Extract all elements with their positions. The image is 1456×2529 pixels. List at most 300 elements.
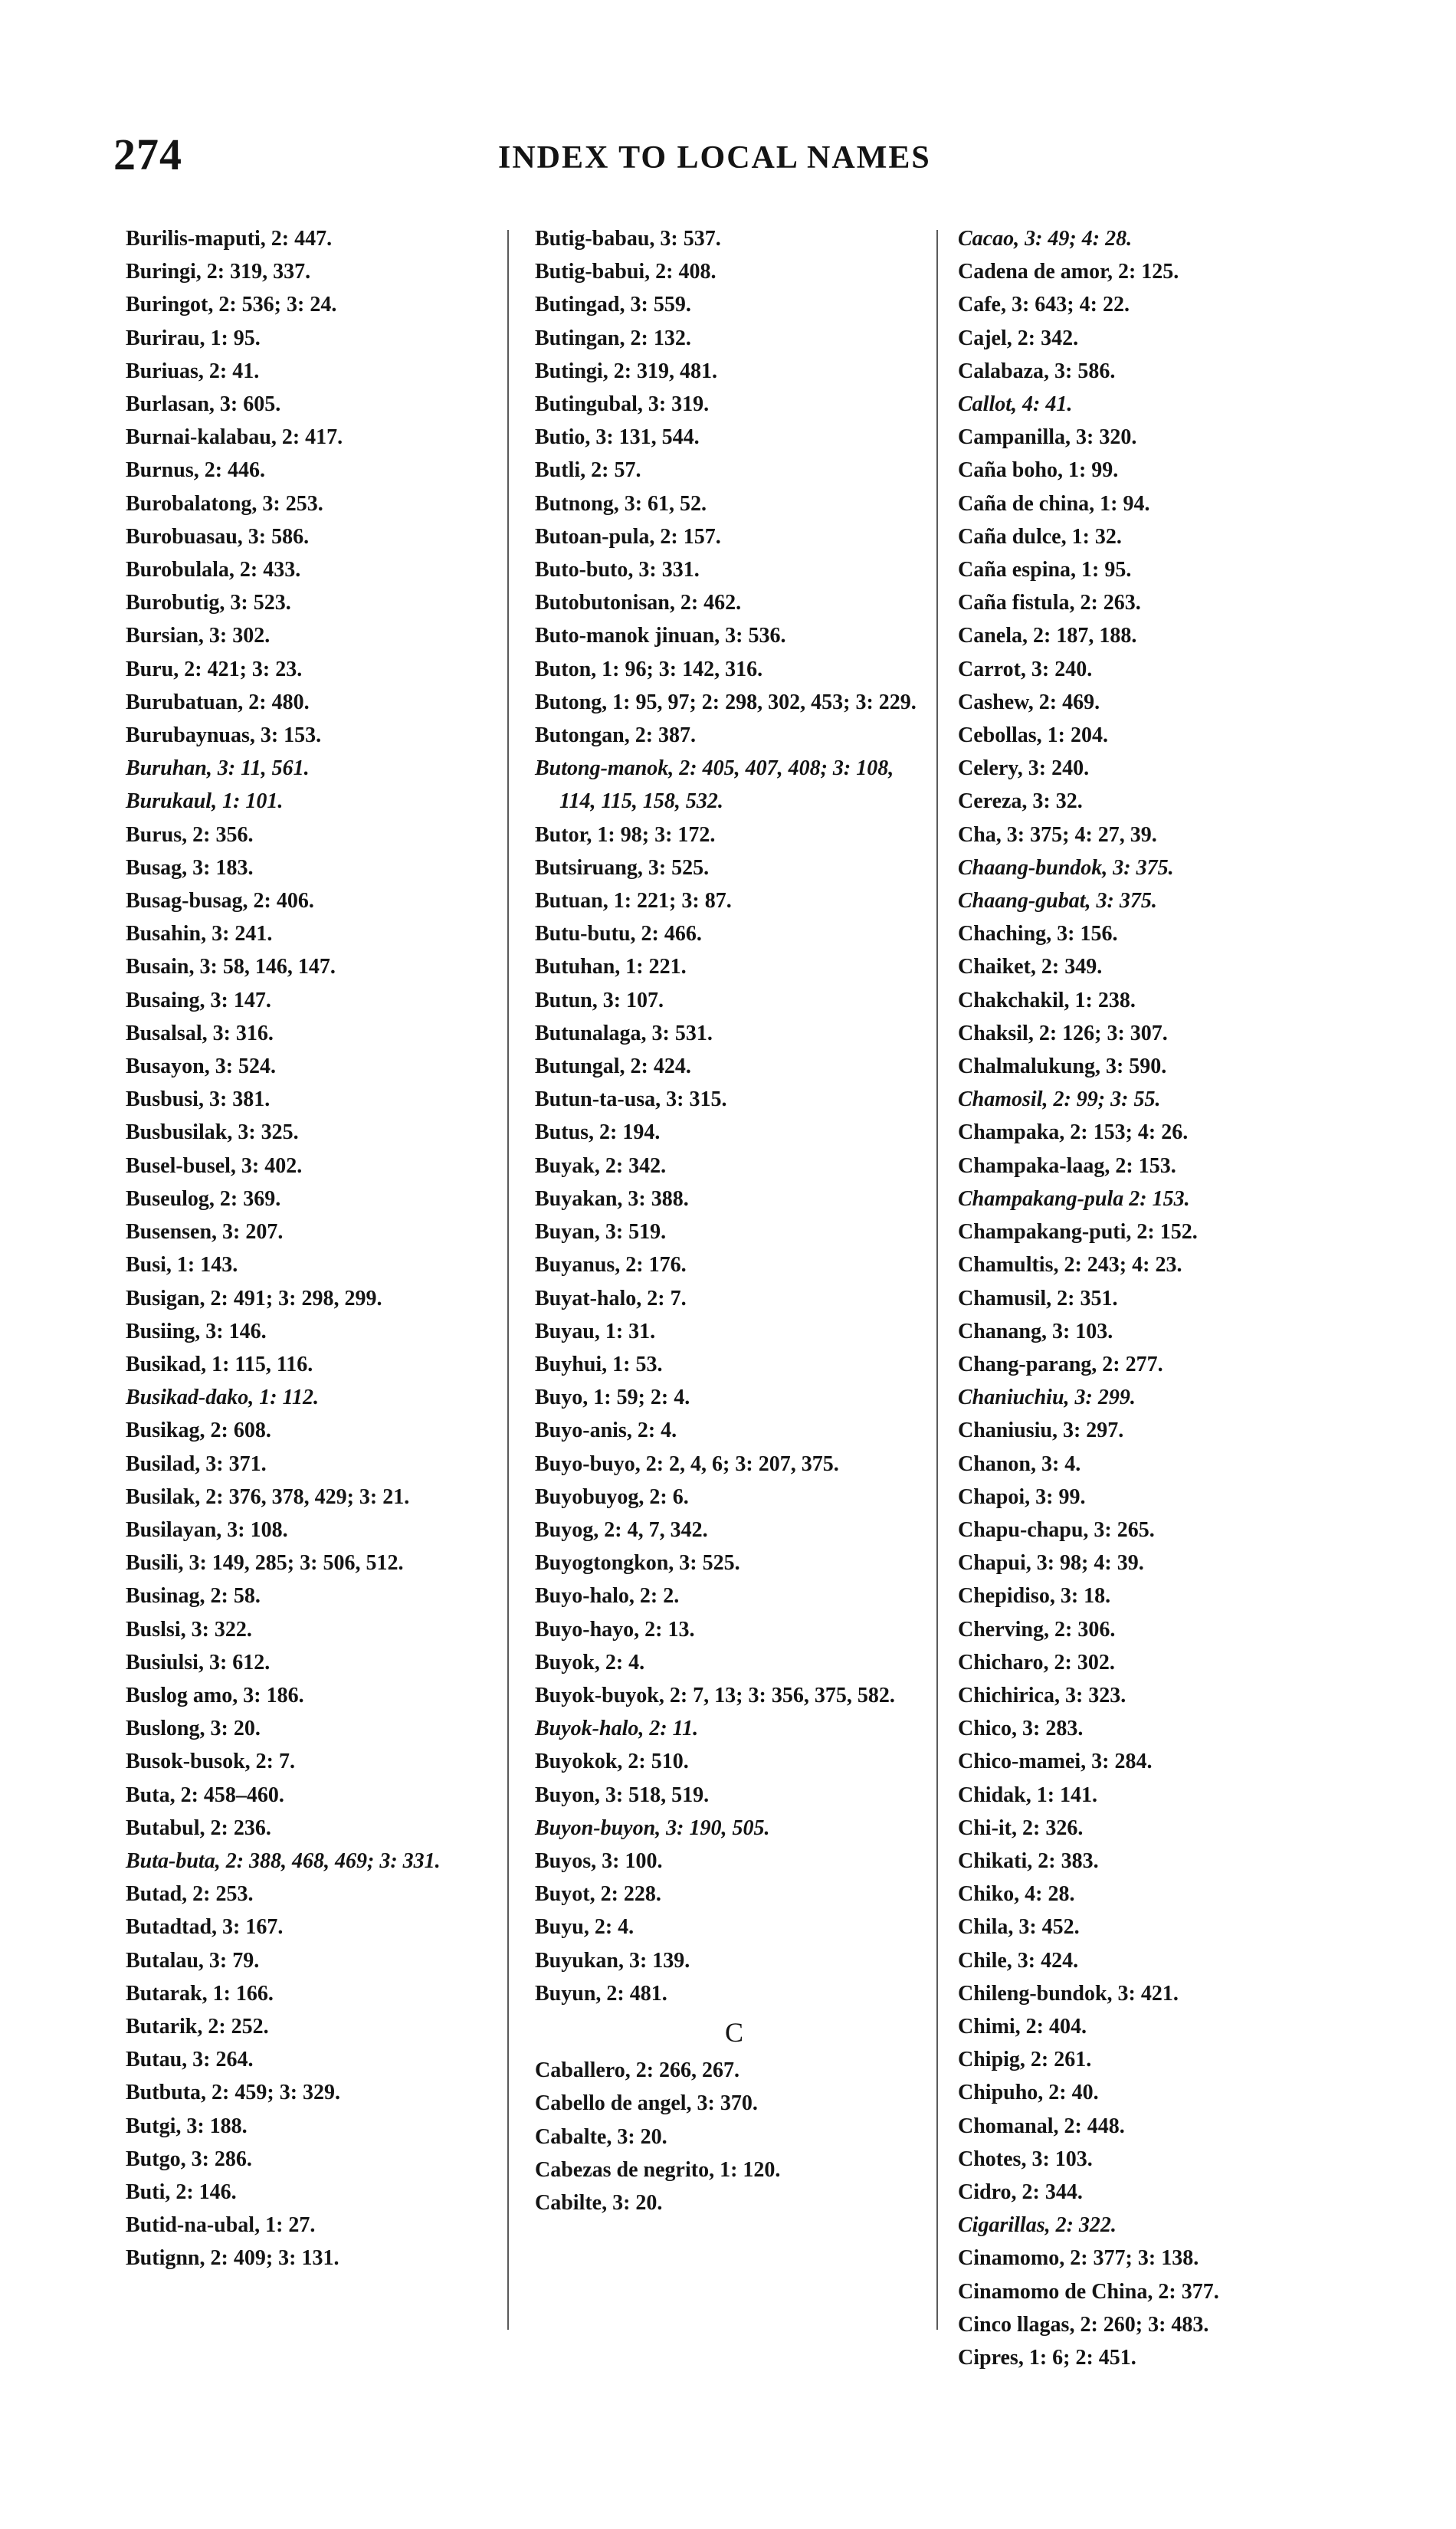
index-entry (958, 255, 1387, 288)
entry-text: Cherving, 2: 306. (958, 1617, 1116, 1642)
index-entry (535, 1348, 933, 1381)
index-entry (535, 1745, 933, 1778)
entry-text: Busiing, 3: 146. (126, 1319, 267, 1343)
entry-text: Buyo-halo, 2: 2. (535, 1584, 680, 1609)
index-entry (126, 1116, 486, 1149)
entry-text: Butor, 1: 98; 3: 172. (535, 822, 716, 847)
index-entry (126, 2143, 486, 2176)
index-entry (958, 1977, 1387, 2010)
index-entry (126, 421, 486, 454)
index-entry (535, 1514, 933, 1547)
index-entry (126, 1911, 486, 1943)
index-entry (126, 2176, 486, 2209)
index-entry (958, 1448, 1387, 1481)
index-entry (126, 1944, 486, 1977)
index-entry (126, 255, 486, 288)
index-entry (958, 1282, 1387, 1315)
entry-text: Buyhui, 1: 53. (535, 1352, 663, 1376)
index-entry (126, 1613, 486, 1646)
index-entry (535, 288, 933, 321)
entry-text: Busensen, 3: 207. (126, 1220, 284, 1245)
entry-text: Buyan, 3: 519. (535, 1220, 667, 1245)
index-entry (958, 2010, 1387, 2043)
entry-text: Butoan-pula, 2: 157. (535, 524, 721, 549)
entry-text: Cabilte, 3: 20. (535, 2190, 663, 2215)
index-entry (535, 1812, 933, 1845)
index-entry (958, 818, 1387, 851)
index-entry (126, 1315, 486, 1348)
entry-text: Busain, 3: 58, 146, 147. (126, 955, 336, 979)
entry-text: Cereza, 3: 32. (958, 789, 1083, 814)
entry-text: Butignn, 2: 409; 3: 131. (126, 2246, 339, 2271)
index-entry (126, 2110, 486, 2143)
index-entry (958, 1248, 1387, 1281)
entry-text: Chaiket, 2: 349. (958, 955, 1103, 979)
entry-text: Chang-parang, 2: 277. (958, 1352, 1163, 1376)
entry-text: Caña espina, 1: 95. (958, 558, 1132, 582)
index-entry (126, 619, 486, 652)
entry-text: Celery, 3: 240. (958, 756, 1090, 781)
index-entry (958, 1215, 1387, 1248)
index-entry (126, 1745, 486, 1778)
entry-text: Buyukan, 3: 139. (535, 1948, 690, 1973)
entry-text: Buyo, 1: 59; 2: 4. (535, 1386, 690, 1410)
index-column-3 (958, 222, 1387, 2374)
entry-text: Carrot, 3: 240. (958, 657, 1093, 681)
index-entry (535, 222, 933, 255)
index-entry (126, 1083, 486, 1116)
entry-text: Chapoi, 3: 99. (958, 1484, 1086, 1509)
entry-text: Butadtad, 3: 167. (126, 1915, 284, 1940)
entry-text: Chila, 3: 452. (958, 1915, 1080, 1940)
index-entry (958, 1812, 1387, 1845)
entry-text: Chidak, 1: 141. (958, 1783, 1098, 1807)
index-entry (535, 1315, 933, 1348)
index-entry (958, 553, 1387, 586)
index-entry (958, 1050, 1387, 1083)
entry-text: Burnus, 2: 446. (126, 458, 266, 483)
entry-text: Chakchakil, 1: 238. (958, 988, 1136, 1012)
entry-text: Burilis-maputi, 2: 447. (126, 227, 333, 251)
index-entry (126, 653, 486, 686)
index-entry (126, 1381, 486, 1414)
index-entry (535, 1613, 933, 1646)
index-entry (535, 355, 933, 388)
entry-text: Caña de china, 1: 94. (958, 491, 1150, 516)
entry-text: Butun-ta-usa, 3: 315. (535, 1087, 727, 1112)
entry-text: Campanilla, 3: 320. (958, 425, 1137, 450)
index-entry (535, 553, 933, 586)
index-entry (958, 586, 1387, 619)
index-entry (958, 653, 1387, 686)
index-entry (535, 1215, 933, 1248)
entry-text: Buyog, 2: 4, 7, 342. (535, 1517, 708, 1542)
index-entry (535, 1248, 933, 1281)
entry-text: Butobutonisan, 2: 462. (535, 591, 742, 615)
index-entry (535, 884, 933, 917)
index-entry (535, 1646, 933, 1679)
index-entry (535, 1282, 933, 1315)
index-entry (126, 1215, 486, 1248)
index-entry (126, 1017, 486, 1050)
index-entry (535, 1977, 933, 2010)
index-entry (126, 1282, 486, 1315)
entry-text: Buyanus, 2: 176. (535, 1253, 687, 1278)
entry-text: Butnong, 3: 61, 52. (535, 491, 707, 516)
entry-text: Buyokok, 2: 510. (535, 1750, 689, 1774)
entry-text: Chanon, 3: 4. (958, 1451, 1081, 1476)
entry-text: Butli, 2: 57. (535, 458, 641, 483)
entry-text: Butsiruang, 3: 525. (535, 855, 710, 880)
entry-text: Busilayan, 3: 108. (126, 1517, 288, 1542)
entry-text: Chamosil, 2: 99; 3: 55. (958, 1087, 1161, 1112)
index-entry (958, 1414, 1387, 1447)
index-entry (535, 653, 933, 686)
entry-text: Butarak, 1: 166. (126, 1981, 274, 2006)
index-entry (535, 2087, 933, 2120)
entry-text: Buto-buto, 3: 331. (535, 558, 700, 582)
entry-text: Cajel, 2: 342. (958, 326, 1079, 350)
entry-text: Cinamomo de China, 2: 377. (958, 2279, 1219, 2304)
index-entry (126, 1150, 486, 1182)
index-entry (958, 851, 1387, 884)
index-entry (535, 586, 933, 619)
index-entry (126, 1514, 486, 1547)
entry-text: Bursian, 3: 302. (126, 624, 271, 648)
entry-text: Busok-busok, 2: 7. (126, 1750, 295, 1774)
index-entry (535, 1579, 933, 1612)
index-entry (958, 2110, 1387, 2143)
entry-text: Burubatuan, 2: 480. (126, 690, 310, 714)
entry-text: Buyogtongkon, 3: 525. (535, 1551, 740, 1576)
entry-text: Callot, 4: 41. (958, 392, 1073, 417)
entry-text: Butabul, 2: 236. (126, 1816, 271, 1840)
index-entry (535, 2054, 933, 2087)
entry-text: Chanang, 3: 103. (958, 1319, 1113, 1343)
entry-text: Buyo-anis, 2: 4. (535, 1419, 677, 1443)
index-entry (958, 1315, 1387, 1348)
index-entry (535, 255, 933, 288)
index-entry (126, 851, 486, 884)
index-entry (535, 1845, 933, 1878)
index-entry (126, 586, 486, 619)
index-entry (958, 1745, 1387, 1778)
entry-text: Businag, 2: 58. (126, 1584, 261, 1609)
index-entry (126, 950, 486, 983)
index-entry (958, 619, 1387, 652)
index-entry (535, 1381, 933, 1414)
entry-text: Buyok-buyok, 2: 7, 13; 3: 356, 375, 582. (535, 1683, 895, 1707)
index-entry (535, 1547, 933, 1579)
entry-text: Buti, 2: 146. (126, 2180, 237, 2204)
entry-text: Buyo-buyo, 2: 2, 4, 6; 3: 207, 375. (535, 1451, 839, 1476)
index-entry (126, 454, 486, 487)
entry-text: Buslong, 3: 20. (126, 1717, 261, 1741)
entry-text: Butuhan, 1: 221. (535, 955, 687, 979)
entry-text: Butun, 3: 107. (535, 988, 664, 1012)
entry-text: Busilad, 3: 371. (126, 1451, 267, 1476)
entry-text: Burubaynuas, 3: 153. (126, 723, 322, 748)
entry-text: Cipres, 1: 6; 2: 451. (958, 2346, 1136, 2370)
index-entry (958, 1845, 1387, 1878)
index-entry (958, 1182, 1387, 1215)
entry-text: Chimi, 2: 404. (958, 2014, 1087, 2039)
entry-text: Chile, 3: 424. (958, 1948, 1079, 1973)
entry-text: Cidro, 2: 344. (958, 2180, 1083, 2204)
index-entry (958, 1348, 1387, 1381)
entry-text: Busalsal, 3: 316. (126, 1021, 274, 1045)
entry-text: Butungal, 2: 424. (535, 1055, 691, 1079)
index-entry (958, 1679, 1387, 1712)
index-entry (958, 719, 1387, 752)
index-entry (126, 1646, 486, 1679)
entry-text: Chapu-chapu, 3: 265. (958, 1517, 1155, 1542)
entry-text: Chotes, 3: 103. (958, 2147, 1093, 2171)
entry-text: Calabaza, 3: 586. (958, 359, 1116, 383)
index-column-1 (126, 222, 486, 2275)
entry-text: Buringot, 2: 536; 3: 24. (126, 293, 337, 317)
entry-text: Chi-it, 2: 326. (958, 1816, 1084, 1840)
entry-text: Chalmalukung, 3: 590. (958, 1055, 1167, 1079)
entry-text: Caña dulce, 1: 32. (958, 524, 1122, 549)
index-entry (535, 950, 933, 983)
entry-text: Cabezas de negrito, 1: 120. (535, 2157, 781, 2182)
index-entry (126, 1348, 486, 1381)
entry-text: Chepidiso, 3: 18. (958, 1584, 1111, 1609)
index-entry (958, 984, 1387, 1017)
index-entry (958, 917, 1387, 950)
entry-text: Chipig, 2: 261. (958, 2048, 1092, 2072)
entry-text: Champakang-pula 2: 153. (958, 1186, 1190, 1211)
entry-text: Cafe, 3: 643; 4: 22. (958, 293, 1130, 317)
entry-text: Butongan, 2: 387. (535, 723, 697, 748)
index-entry (126, 884, 486, 917)
entry-text: Chico, 3: 283. (958, 1717, 1084, 1741)
index-entry (958, 520, 1387, 553)
index-entry (535, 2153, 933, 2186)
entry-text: Buyok-halo, 2: 11. (535, 1717, 699, 1741)
index-entry (126, 1579, 486, 1612)
entry-text: Buyat-halo, 2: 7. (535, 1286, 687, 1310)
index-entry (126, 2010, 486, 2043)
index-entry (958, 1481, 1387, 1514)
entry-text: Chikati, 2: 383. (958, 1848, 1099, 1873)
index-entry (126, 719, 486, 752)
entry-text: Busayon, 3: 524. (126, 1055, 277, 1079)
entry-text: Buyon-buyon, 3: 190, 505. (535, 1816, 770, 1840)
entry-text: Buyu, 2: 4. (535, 1915, 635, 1940)
index-entry (958, 1514, 1387, 1547)
index-entry (126, 1712, 486, 1745)
entry-text: Cigarillas, 2: 322. (958, 2213, 1117, 2238)
entry-text: Butingi, 2: 319, 481. (535, 359, 718, 383)
entry-text: Cebollas, 1: 204. (958, 723, 1108, 748)
index-entry (535, 1017, 933, 1050)
index-entry (535, 686, 933, 719)
entry-text: Buta-buta, 2: 388, 468, 469; 3: 331. (126, 1848, 441, 1873)
index-entry (126, 288, 486, 321)
entry-text: Chaching, 3: 156. (958, 922, 1118, 946)
entry-text: Buringi, 2: 319, 337. (126, 260, 311, 284)
index-entry (126, 1448, 486, 1481)
entry-text: Chaang-gubat, 3: 375. (958, 889, 1157, 914)
index-entry (535, 1911, 933, 1943)
index-entry (535, 322, 933, 355)
index-entry (126, 1779, 486, 1812)
index-entry (126, 1845, 486, 1878)
index-entry (535, 1050, 933, 1083)
index-entry (958, 1083, 1387, 1116)
entry-text: Butgo, 3: 286. (126, 2147, 252, 2171)
index-entry (126, 2209, 486, 2242)
entry-text: Caña boho, 1: 99. (958, 458, 1119, 483)
index-entry (958, 2143, 1387, 2176)
index-entry (535, 1878, 933, 1911)
entry-text: Busikad, 1: 115, 116. (126, 1352, 313, 1376)
index-entry (535, 1083, 933, 1116)
column-divider (507, 230, 509, 2330)
entry-text: Burobuasau, 3: 586. (126, 524, 310, 549)
index-entry (535, 1116, 933, 1149)
index-entry (126, 487, 486, 520)
index-entry (126, 322, 486, 355)
index-entry (535, 1712, 933, 1745)
entry-text: Chamusil, 2: 351. (958, 1286, 1118, 1310)
index-entry (535, 719, 933, 752)
index-entry (126, 917, 486, 950)
entry-text: Chamultis, 2: 243; 4: 23. (958, 1253, 1182, 1278)
index-entry (958, 1944, 1387, 1977)
entry-text: Cacao, 3: 49; 4: 28. (958, 227, 1133, 251)
entry-text: Chaniusiu, 3: 297. (958, 1419, 1124, 1443)
entry-text: Buseulog, 2: 369. (126, 1186, 281, 1211)
entry-text: Busilak, 2: 376, 378, 429; 3: 21. (126, 1484, 410, 1509)
entry-text: Busel-busel, 3: 402. (126, 1153, 303, 1178)
index-entry (958, 1646, 1387, 1679)
entry-text: Cinco llagas, 2: 260; 3: 483. (958, 2312, 1209, 2337)
entry-text: Burus, 2: 356. (126, 822, 254, 847)
index-entry (958, 388, 1387, 421)
entry-text: Burobutig, 3: 523. (126, 591, 291, 615)
index-entry (958, 1911, 1387, 1943)
entry-text: Buyun, 2: 481. (535, 1981, 667, 2006)
entry-text: Buslog amo, 3: 186. (126, 1683, 304, 1707)
entry-text: Buyon, 3: 518, 519. (535, 1783, 710, 1807)
section-letter: C (724, 2016, 743, 2048)
index-entry (958, 2076, 1387, 2109)
entry-text: Buyos, 3: 100. (535, 1848, 663, 1873)
index-entry (958, 752, 1387, 785)
entry-text: Butingan, 2: 132. (535, 326, 691, 350)
entry-text: Butig-babau, 3: 537. (535, 227, 721, 251)
entry-text: Chichirica, 3: 323. (958, 1683, 1126, 1707)
index-entry (535, 818, 933, 851)
index-entry (126, 2043, 486, 2076)
index-entry (126, 1547, 486, 1579)
index-entry (958, 2209, 1387, 2242)
entry-text: Butu-butu, 2: 466. (535, 922, 702, 946)
index-entry (958, 1381, 1387, 1414)
index-column-2 (535, 222, 933, 2219)
index-entry (535, 454, 933, 487)
entry-text: Chaksil, 2: 126; 3: 307. (958, 1021, 1168, 1045)
index-entry (126, 355, 486, 388)
entry-text: Buyok, 2: 4. (535, 1650, 645, 1675)
entry-text: Chicharo, 2: 302. (958, 1650, 1115, 1675)
index-entry (535, 984, 933, 1017)
running-head: INDEX TO LOCAL NAMES (498, 140, 931, 175)
index-entry (958, 322, 1387, 355)
entry-text: Busikag, 2: 608. (126, 1419, 271, 1443)
entry-text: Buriuas, 2: 41. (126, 359, 260, 383)
index-entry (958, 2242, 1387, 2275)
entry-text: Busi, 1: 143. (126, 1253, 238, 1278)
index-entry (126, 222, 486, 255)
entry-text: Cadena de amor, 2: 125. (958, 260, 1179, 284)
index-entry (126, 553, 486, 586)
index-entry (958, 785, 1387, 818)
index-entry (126, 520, 486, 553)
entry-text: Chileng-bundok, 3: 421. (958, 1981, 1179, 2006)
entry-text: Butid-na-ubal, 1: 27. (126, 2213, 316, 2238)
entry-text: Butarik, 2: 252. (126, 2014, 269, 2039)
entry-text: Butbuta, 2: 459; 3: 329. (126, 2081, 341, 2105)
entry-text: Butong-manok, 2: 405, 407, 408; 3: 108, 114, 115, 158, 532. (535, 756, 894, 814)
index-entry (958, 1017, 1387, 1050)
entry-text: Canela, 2: 187, 188. (958, 624, 1137, 648)
entry-text: Busag-busag, 2: 406. (126, 889, 314, 914)
entry-text: Cha, 3: 375; 4: 27, 39. (958, 822, 1157, 847)
entry-text: Burlasan, 3: 605. (126, 392, 281, 417)
index-entry (535, 1448, 933, 1481)
index-entry (126, 2076, 486, 2109)
entry-text: Burnai-kalabau, 2: 417. (126, 425, 343, 450)
index-entry (958, 1150, 1387, 1182)
entry-text: Champakang-puti, 2: 152. (958, 1220, 1198, 1245)
index-entry (958, 355, 1387, 388)
index-entry (126, 1414, 486, 1447)
index-entry (958, 1547, 1387, 1579)
entry-text: Busikad-dako, 1: 112. (126, 1386, 320, 1410)
index-entry (958, 222, 1387, 255)
entry-text: Busbusi, 3: 381. (126, 1087, 271, 1112)
index-entry (126, 2242, 486, 2275)
entry-text: Butong, 1: 95, 97; 2: 298, 302, 453; 3: 229. (535, 690, 917, 714)
column-divider (936, 230, 938, 2330)
index-entry (958, 454, 1387, 487)
index-entry (535, 1679, 933, 1712)
index-entry (126, 1679, 486, 1712)
index-entry (535, 2186, 933, 2219)
index-entry (126, 388, 486, 421)
entry-text: Butunalaga, 3: 531. (535, 1021, 713, 1045)
entry-text: Buta, 2: 458–460. (126, 1783, 284, 1807)
entry-text: Butuan, 1: 221; 3: 87. (535, 889, 732, 914)
entry-text: Champaka-laag, 2: 153. (958, 1153, 1176, 1178)
entry-text: Buyakan, 3: 388. (535, 1186, 689, 1211)
index-entry (958, 288, 1387, 321)
entry-text: Buslsi, 3: 322. (126, 1617, 252, 1642)
index-entry (958, 950, 1387, 983)
index-entry (958, 1878, 1387, 1911)
entry-text: Chapui, 3: 98; 4: 39. (958, 1551, 1144, 1576)
index-entry (126, 1977, 486, 2010)
index-entry (535, 917, 933, 950)
entry-text: Burobalatong, 3: 253. (126, 491, 323, 516)
index-entry (126, 818, 486, 851)
entry-text: Butalau, 3: 79. (126, 1948, 260, 1973)
entry-text: Butingad, 3: 559. (535, 293, 691, 317)
